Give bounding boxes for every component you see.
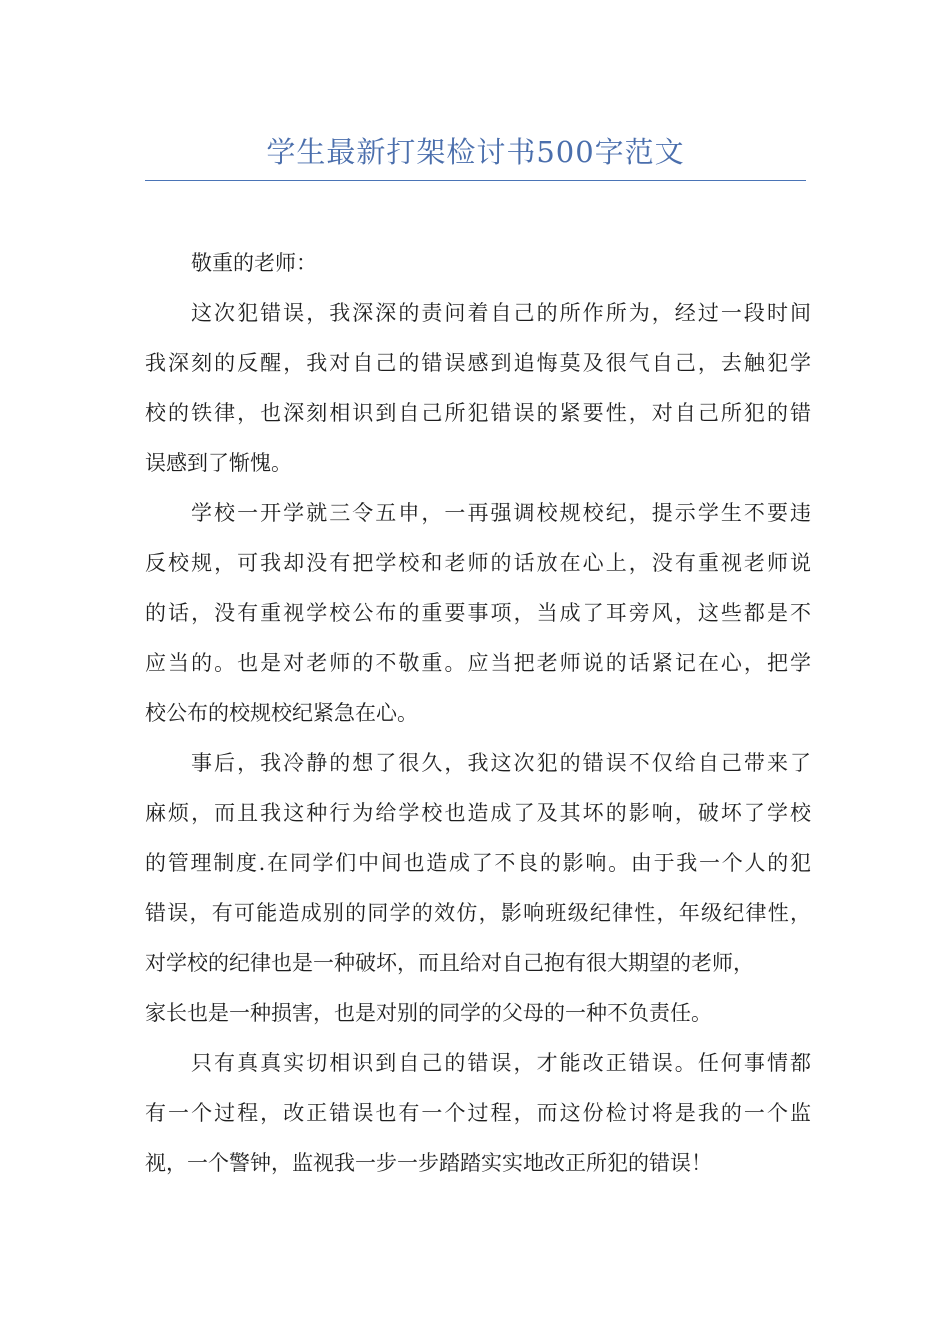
paragraph-1-line-4: 误感到了惭愧。 bbox=[145, 451, 292, 475]
paragraph-1-line-1: 这次犯错误，我深深的责问着自己的所作所为，经过一段时间 bbox=[191, 301, 811, 325]
paragraph-3-line-2: 麻烦，而且我这种行为给学校也造成了及其坏的影响，破坏了学校 bbox=[145, 801, 811, 825]
paragraph-2-line-3: 的话，没有重视学校公布的重要事项，当成了耳旁风，这些都是不 bbox=[145, 601, 811, 625]
title-underline bbox=[145, 180, 806, 181]
paragraph-2-line-2: 反校规，可我却没有把学校和老师的话放在心上，没有重视老师说 bbox=[145, 551, 811, 575]
paragraph-4-line-2: 有一个过程，改正错误也有一个过程，而这份检讨将是我的一个监 bbox=[145, 1101, 811, 1125]
paragraph-2-line-5: 校公布的校规校纪紧急在心。 bbox=[145, 701, 418, 725]
document-body bbox=[145, 238, 811, 1188]
paragraph-4-line-3: 视，一个警钟，监视我一步一步踏踏实实地改正所犯的错误！ bbox=[145, 1151, 712, 1175]
paragraph-3-line-3: 的管理制度.在同学们中间也造成了不良的影响。由于我一个人的犯 bbox=[145, 851, 811, 875]
paragraph-3-line-6: 家长也是一种损害，也是对别的同学的父母的一种不负责任。 bbox=[145, 1001, 712, 1025]
paragraph-2-line-1: 学校一开学就三令五申，一再强调校规校纪，提示学生不要违 bbox=[191, 501, 811, 525]
paragraph-3-line-1: 事后，我冷静的想了很久，我这次犯的错误不仅给自己带来了 bbox=[191, 751, 811, 775]
paragraph-3-line-5: 对学校的纪律也是一种破坏，而且给对自己抱有很大期望的老师， bbox=[145, 951, 754, 975]
paragraph-3-line-4: 错误，有可能造成别的同学的效仿，影响班级纪律性，年级纪律性， bbox=[145, 901, 811, 925]
paragraph-1-line-2: 我深刻的反醒，我对自己的错误感到追悔莫及很气自己，去触犯学 bbox=[145, 351, 811, 375]
paragraph-4-line-1: 只有真真实切相识到自己的错误，才能改正错误。任何事情都 bbox=[191, 1051, 811, 1075]
salutation: 敬重的老师： bbox=[191, 251, 317, 275]
document-title: 学生最新打架检讨书500字范文 bbox=[266, 135, 685, 169]
paragraph-2-line-4: 应当的。也是对老师的不敬重。应当把老师说的话紧记在心，把学 bbox=[145, 651, 811, 675]
paragraph-1-line-3: 校的铁律，也深刻相识到自己所犯错误的紧要性，对自己所犯的错 bbox=[145, 401, 811, 425]
